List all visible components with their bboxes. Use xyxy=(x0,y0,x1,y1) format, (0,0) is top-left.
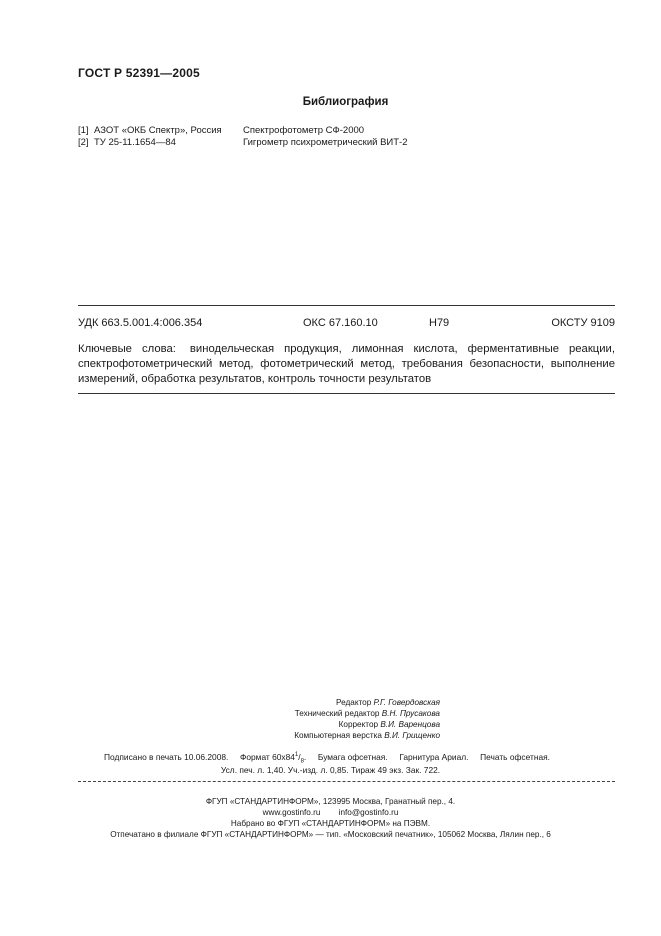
printing-type: Печать офсетная. xyxy=(480,752,550,762)
bibliography-item-title: Спектрофотометр СФ-2000 xyxy=(243,125,365,136)
staff-line xyxy=(200,731,440,740)
top-rule xyxy=(78,305,615,306)
bottom-rule xyxy=(78,393,615,394)
print-info-line xyxy=(104,752,550,765)
bibliography-item-title: Гигрометр психрометрический ВИТ-2 xyxy=(243,137,408,148)
okstu-code: ОКСТУ 9109 xyxy=(551,317,615,329)
typeset-info: Набрано во ФГУП «СТАНДАРТИНФОРМ» на ПЭВМ. xyxy=(230,819,431,828)
staff-role: Корректор xyxy=(338,720,379,729)
printed-info: Отпечатано в филиале ФГУП «СТАНДАРТИНФОРМ» — тип. «Московский печатник», 105062 Москва, Лялин пер., 6 xyxy=(110,830,551,839)
staff-line xyxy=(200,709,440,718)
staff-role: Технический редактор xyxy=(294,709,380,718)
oks-code: ОКС 67.160.10 xyxy=(303,317,378,329)
staff-role: Компьютерная верстка xyxy=(294,731,382,740)
staff-line xyxy=(200,698,440,707)
staff-name: В.И. Грищенко xyxy=(384,731,440,740)
document-code: ГОСТ Р 52391—2005 xyxy=(78,66,200,80)
staff-line xyxy=(200,720,440,729)
group-code: Н79 xyxy=(429,317,450,329)
staff-name: Р.Г. Говердовская xyxy=(373,698,440,707)
bibliography-item-source: ТУ 25-11.1654—84 xyxy=(94,137,176,148)
bibliography-title: Библиография xyxy=(302,96,389,108)
email-link[interactable]: info@gostinfo.ru xyxy=(338,808,399,817)
print-format: Формат $60x84^1/_8$. xyxy=(240,752,307,765)
bibliography-item-number: [1] xyxy=(78,125,89,136)
dashed-separator xyxy=(78,781,615,782)
staff-role: Редактор xyxy=(336,698,372,707)
print-volume-line: Усл. печ. л. 1,40. Уч.-изд. л. 0,85. Тираж 49 экз. Зак. 722. xyxy=(220,765,441,775)
signed-date: Подписано в печать 10.06.2008. xyxy=(104,752,229,762)
paper-type: Бумага офсетная. xyxy=(317,752,388,762)
font-info: Гарнитура Ариал. xyxy=(399,752,469,762)
bibliography-item-source: АЗОТ «ОКБ Спектр», Россия xyxy=(94,125,222,136)
website-link[interactable]: www.gostinfo.ru xyxy=(262,808,321,817)
publisher-contacts xyxy=(0,808,661,817)
keywords-text: винодельческая продукция, лимонная кислота, ферментативные реакции, спектрофотометрический метод, фотометрический метод, требования безопасности, выполнение измерений, обработка результатов, контроль точности результатов xyxy=(78,343,615,385)
bibliography-item-number: [2] xyxy=(78,137,89,148)
staff-name: В.И. Варенцова xyxy=(380,720,440,729)
keywords-label: Ключевые слова: xyxy=(78,343,176,355)
staff-name: В.Н. Прусакова xyxy=(381,709,440,718)
udk-code: УДК 663.5.001.4:006.354 xyxy=(78,317,203,329)
keywords-block xyxy=(78,342,615,387)
publisher-address: ФГУП «СТАНДАРТИНФОРМ», 123995 Москва, Гранатный пер., 4. xyxy=(205,797,456,806)
